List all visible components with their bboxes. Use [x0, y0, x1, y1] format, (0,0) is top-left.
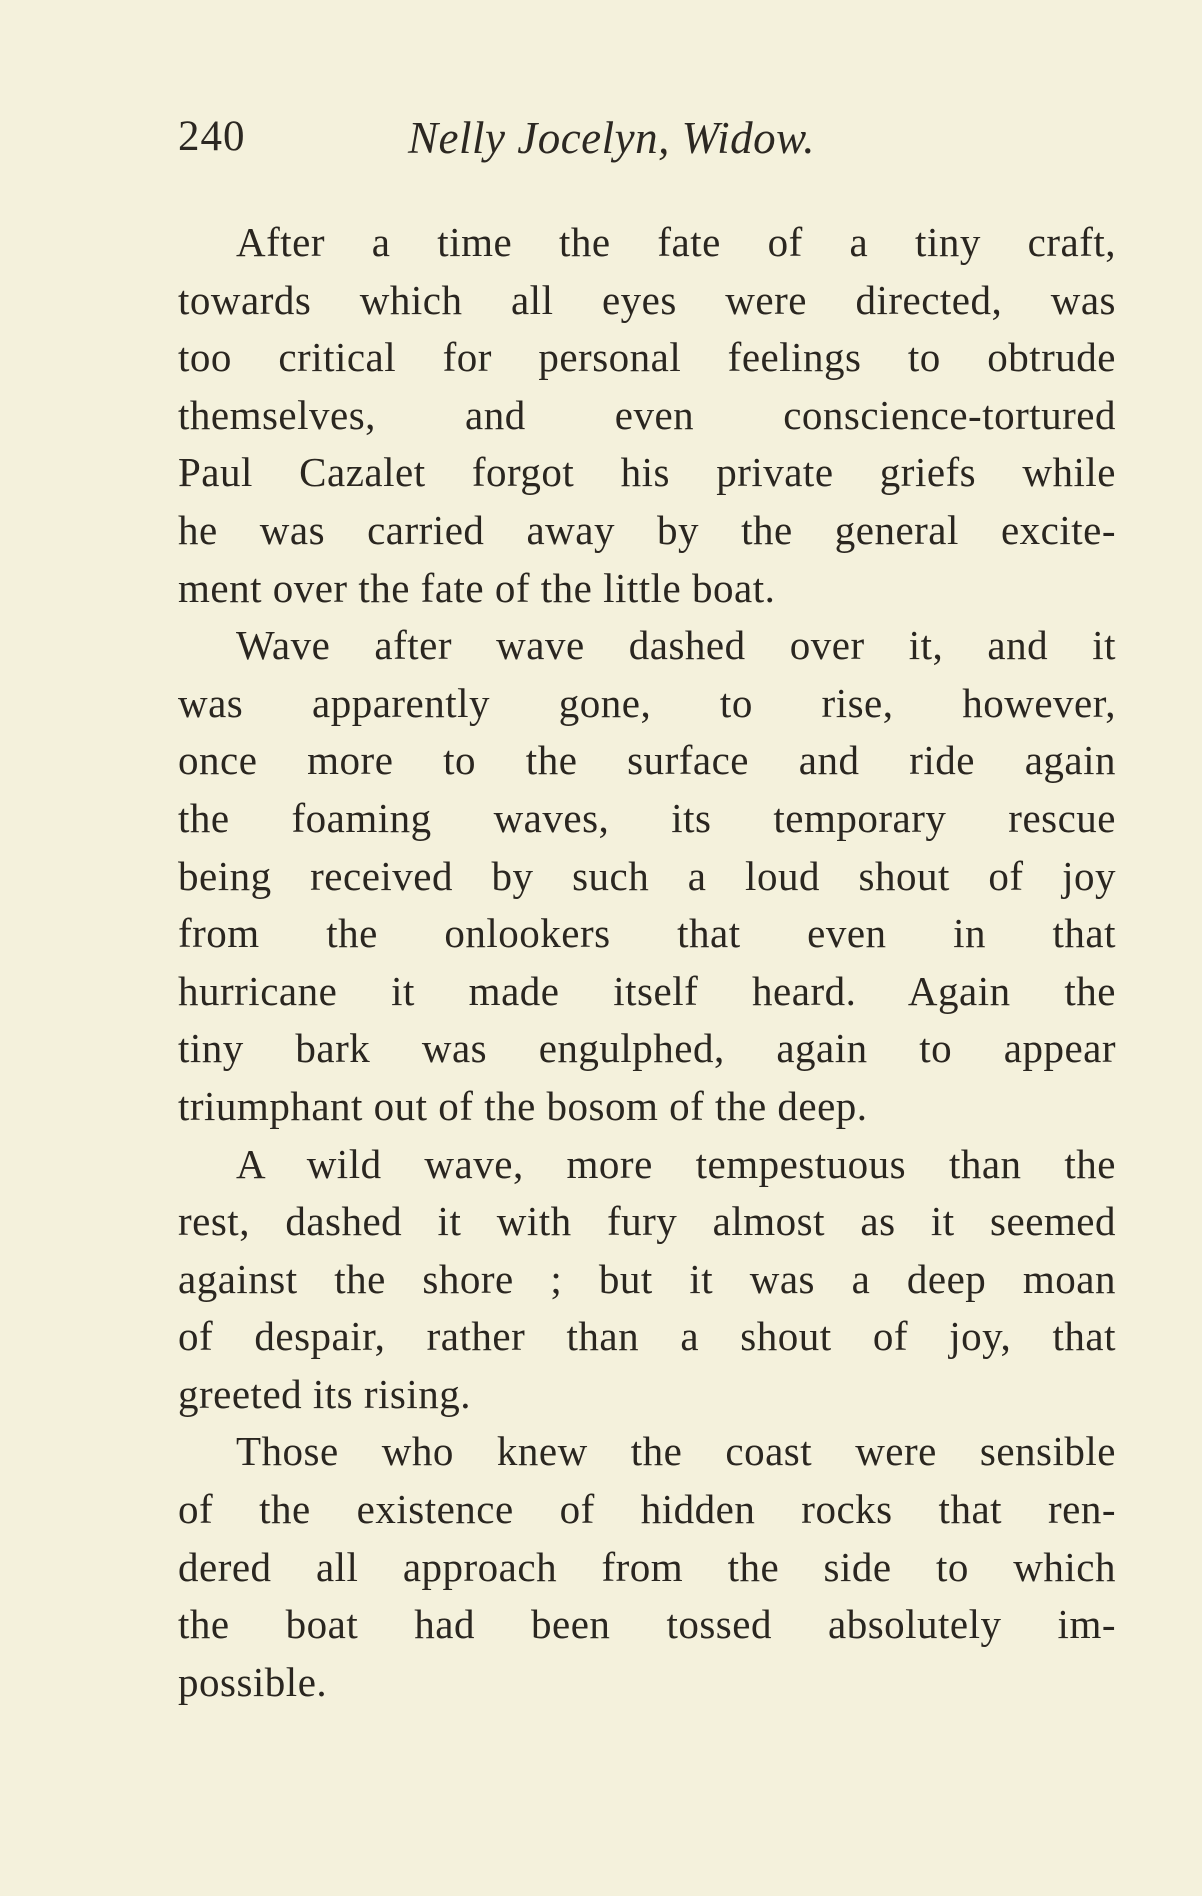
text-line: of the existence of hidden rocks that ren- — [178, 1486, 1116, 1533]
text-line: towards which all eyes were directed, was — [178, 276, 1116, 323]
text-line: Wave after wave dashed over it, and it — [236, 622, 1116, 669]
text-line: once more to the surface and ride again — [178, 737, 1116, 784]
paragraph — [178, 1423, 1116, 1711]
text-line: possible. — [178, 1658, 328, 1705]
text-line: themselves, and even conscience-tortured — [178, 391, 1116, 438]
text-line: A wild wave, more tempestuous than the — [236, 1140, 1116, 1187]
text-line: against the shore ; but it was a deep moan — [178, 1255, 1116, 1302]
text-line: from the onlookers that even in that — [178, 910, 1116, 957]
text-line: Those who knew the coast were sensible — [236, 1428, 1116, 1475]
text-line: hurricane it made itself heard. Again the — [178, 967, 1116, 1014]
text-line: greeted its rising. — [178, 1370, 472, 1417]
text-line: ment over the fate of the little boat. — [178, 564, 776, 611]
body-text — [178, 214, 1116, 1711]
text-line: the boat had been tossed absolutely im- — [178, 1601, 1116, 1648]
paragraph — [178, 1136, 1116, 1424]
paragraph — [178, 617, 1116, 1135]
text-line: After a time the fate of a tiny craft, — [236, 219, 1116, 265]
text-line: Paul Cazalet forgot his private griefs while — [178, 449, 1116, 496]
page-number: 240 — [178, 113, 246, 160]
page-header — [178, 112, 1118, 172]
text-line: triumphant out of the bosom of the deep. — [178, 1082, 868, 1129]
text-line: rest, dashed it with fury almost as it seemed — [178, 1198, 1116, 1245]
paragraph — [178, 214, 1116, 617]
text-line: he was carried away by the general excite- — [178, 506, 1116, 553]
text-line: tiny bark was engulphed, again to appear — [178, 1025, 1116, 1072]
text-line: of despair, rather than a shout of joy, that — [178, 1313, 1116, 1360]
text-line: was apparently gone, to rise, however, — [178, 679, 1116, 726]
text-line: being received by such a loud shout of joy — [178, 852, 1116, 899]
text-line: the foaming waves, its temporary rescue — [178, 794, 1116, 841]
text-line: dered all approach from the side to which — [178, 1543, 1116, 1590]
running-title: Nelly Jocelyn, Widow. — [408, 113, 816, 163]
text-line: too critical for personal feelings to obtrude — [178, 334, 1116, 381]
